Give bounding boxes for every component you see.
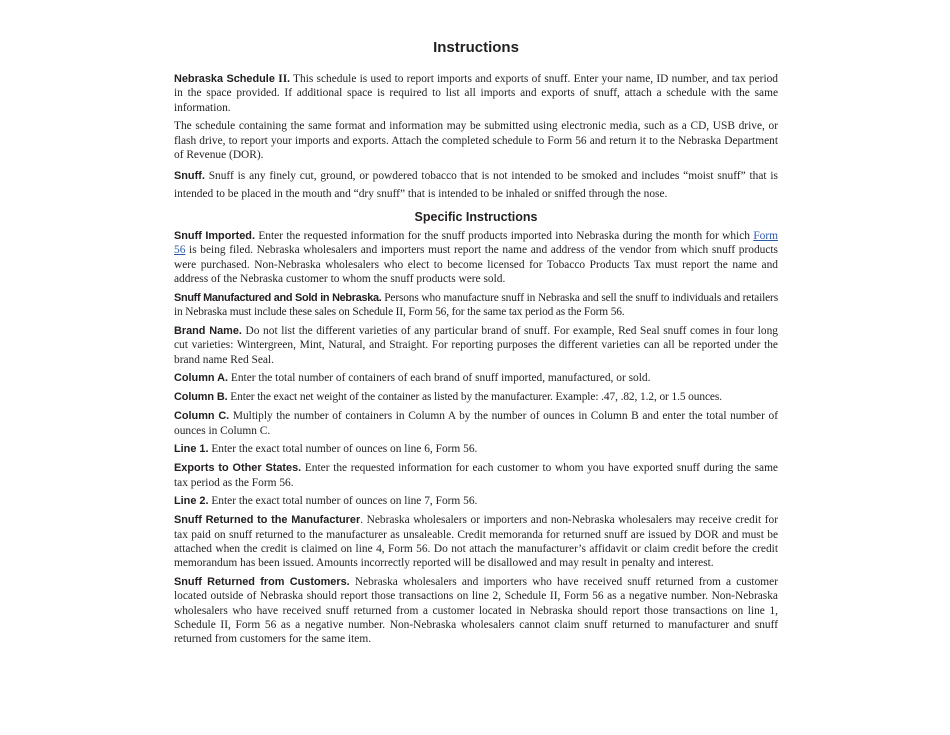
schedule-text: This schedule is used to report imports and exports of snuff. Enter your name, ID number, and tax period in the space provided. If additional space is required to list all imports and exports of snuff, attach a schedule with the same information. (174, 73, 778, 114)
brand-name-lead: Brand Name. (174, 324, 242, 337)
instructions-page (174, 38, 778, 651)
manufactured-text: Persons who manufacture snuff in Nebraska and sell the snuff to individuals and retailers in Nebraska must include these sales on Schedule II, Form 56, for the same tax period as the Form 56. (174, 291, 778, 319)
exports-lead: Exports to Other States. (174, 462, 302, 475)
schedule-paragraph (174, 72, 778, 115)
brand-name-paragraph (174, 324, 778, 367)
exports-paragraph (174, 461, 778, 490)
exports-text: Enter the requested information for each customer to whom you have exported snuff during the same tax period as the Form 56. (174, 462, 778, 489)
manufactured-paragraph (174, 291, 778, 320)
returned-manufacturer-text: . Nebraska wholesalers or importers and non-Nebraska wholesalers may receive credit for tax paid on snuff returned to the manufacturer as unsaleable. Credit memoranda for returned snuff are issued by DOR and must be attached when the credit is claimed on line 4, Form 56. Do not attach the manufacturer’s affidavit or claim credit before the credit memorandum has been issued. Amounts incorrectly reported will be disallowed and may result in penalty and interest. (174, 514, 778, 570)
snuff-text: Snuff is any finely cut, ground, or powdered tobacco that is not intended to be smoked and includes “moist snuff” that is intended to be placed in the mouth and “dry snuff” that is intended to be inhaled or sniffed through the nose. (174, 169, 778, 200)
form-56-link[interactable]: Form 56 (174, 229, 778, 257)
returned-customers-paragraph (174, 575, 778, 646)
snuff-imported-lead: Snuff Imported. (174, 229, 255, 242)
line-1-lead: Line 1. (174, 443, 209, 456)
line-2-lead: Line 2. (174, 495, 209, 508)
snuff-imported-text-after: is being filed. Nebraska wholesalers and importers must report the name and address of the vendor from which snuff products were purchased. Non-Nebraska wholesalers who elect to become licensed for Tobacco Products Tax must report the name and address of the Nebraska customer to whom the snuff products were sold. (174, 244, 778, 285)
snuff-paragraph (174, 167, 778, 203)
returned-manufacturer-paragraph (174, 513, 778, 570)
schedule-lead-numeral: II. (278, 73, 291, 85)
line-2-paragraph (174, 494, 778, 508)
specific-instructions-heading: Specific Instructions (414, 209, 538, 224)
column-a-text: Enter the total number of containers of each brand of snuff imported, manufactured, or sold. (228, 372, 651, 385)
schedule-lead: Nebraska Schedule (174, 73, 279, 85)
returned-customers-text: Nebraska wholesalers and importers who have received snuff returned from a customer located outside of Nebraska should report those transactions on line 2, Schedule II, Form 56 as a negative number. Non-Nebraska wholesalers who have received snuff returned from a customer located in Nebraska should report those transactions on line 1, Schedule II, Form 56 as a negative number. Non-Nebraska wholesalers cannot claim snuff returned to manufacturer and snuff returned from customers for the same item. (174, 576, 778, 646)
column-c-paragraph (174, 409, 778, 438)
line-2-text: Enter the exact total number of ounces on line 7, Form 56. (208, 495, 478, 508)
line-1-paragraph (174, 442, 778, 456)
page-title: Instructions (433, 39, 519, 56)
column-c-lead: Column C. (174, 410, 230, 423)
manufactured-lead: Snuff Manufactured and Sold in Nebraska. (174, 291, 382, 304)
returned-customers-lead: Snuff Returned from Customers. (174, 576, 350, 589)
electronic-paragraph (174, 119, 778, 162)
returned-manufacturer-lead: Snuff Returned to the Manufacturer (174, 514, 361, 527)
snuff-imported-text-before: Enter the requested information for the snuff products imported into Nebraska during the month for which (254, 229, 754, 242)
snuff-imported-paragraph (174, 229, 778, 286)
electronic-text: The schedule containing the same format and information may be submitted using electronic media, such as a CD, USB drive, or flash drive, to report your imports and exports. Attach the completed schedule to Form 56 and return it to the Nebraska Department of Revenue (DOR). (174, 120, 778, 162)
snuff-lead: Snuff. (174, 169, 205, 182)
column-b-lead: Column B. (174, 391, 228, 404)
line-1-text: Enter the exact total number of ounces on line 6, Form 56. (208, 443, 478, 456)
brand-name-text: Do not list the different varieties of any particular brand of snuff. For example, Red Seal snuff comes in four long cut varieties: Wintergreen, Mint, Natural, and Straight. For reporting purposes the different varieties can all be reported under the brand name Red Seal. (174, 324, 779, 366)
column-a-paragraph (174, 371, 778, 385)
column-b-text: Enter the exact net weight of the container as listed by the manufacturer. Example: .47, .82, 1.2, or 1.5 ounces. (227, 391, 722, 404)
column-c-text: Multiply the number of containers in Column A by the number of ounces in Column B and enter the total number of ounces in Column C. (174, 410, 779, 437)
column-b-paragraph (174, 390, 778, 404)
column-a-lead: Column A. (174, 372, 229, 385)
